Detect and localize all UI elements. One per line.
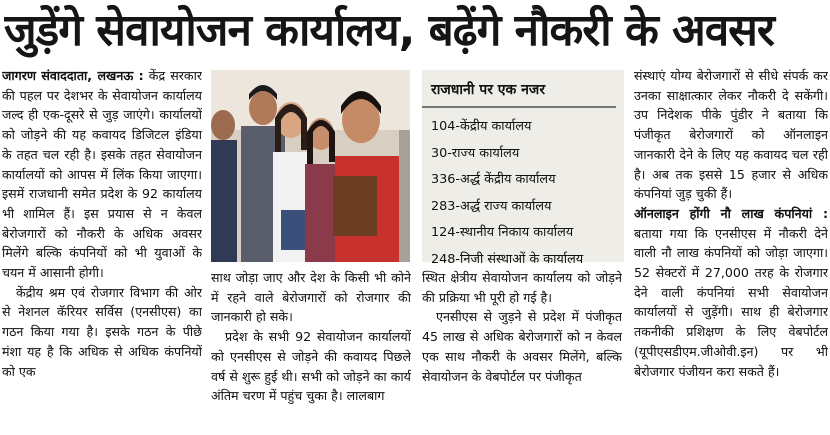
article-column-1 <box>2 66 202 435</box>
paragraph: स्थित क्षेत्रीय सेवायोजन कार्यालय को जोड़ने की प्रक्रिया भी पूरी हो गई है। <box>422 270 622 305</box>
paragraph-text: बताया गया कि एनसीएस में नौकरी देने वाली नौ लाख कंपनियों को जोड़ा जाएगा। 52 सेक्टरों में 27,000 तरह के रोजगार देने वाली कंपनियां सभी सेवायोजन कार्यालयों से जुड़ेंगी। साथ ही बेरोजगार तकनीकी प्रशिक्षण के लिए वेबपोर्टल (यूपीएसडीएम.जीओवी.इन) पर भी बेरोजगार पंजीयन करा सकते हैं। <box>634 225 828 379</box>
dateline: जागरण संवाददाता, लखनऊ : <box>2 68 144 83</box>
fact-item: 248-निजी संस्थाओं के कार्यालय <box>431 251 584 267</box>
article-column-2 <box>211 268 411 435</box>
students-illustration <box>211 70 410 262</box>
paragraph: प्रदेश के सभी 92 सेवायोजन कार्यालयों को एनसीएस से जोड़ने की कवायद पिछले वर्ष से शुरू हुई थी। सभी को जोड़ने का कार्य अंतिम चरण में पहुंच चुका है। लालबाग <box>211 329 411 404</box>
fact-item: 30-राज्य कार्यालय <box>431 145 520 161</box>
paragraph-text: केंद्र सरकार की पहल पर देशभर के सेवायोजन कार्यालय जल्द ही एक-दूसरे से जुड़ जाएंगे। कार्यालयों को जोड़ने की यह कवायद डिजिटल इंडिया के तहत चल रही है। इसके तहत सेवायोजन कार्यालयों को आपस में लिंक किया जाएगा। इसमें राजधानी समेत प्रदेश के 92 कार्यालय भी शामिल हैं। इस प्रयास से न केवल बेरोजगारों को नौकरी के अधिक अवसर मिलेंगे बल्कि कंपनियों को भी युवाओं के चयन में आसानी होगी। <box>2 68 202 281</box>
fact-item: 336-अर्द्ध केंद्रीय कार्यालय <box>431 172 556 187</box>
fact-box <box>422 70 624 267</box>
paragraph: साथ जोड़ा जाए और देश के किसी भी कोने में रहने वाले बेरोजगारों को रोजगार की जानकारी हो सके। <box>211 270 411 325</box>
paragraph: एनसीएस से जुड़ने से प्रदेश में पंजीकृत 45 लाख से अधिक बेरोजगारों को न केवल एक साथ नौकरी के अवसर मिलेंगे, बल्कि सेवायोजन के वेबपोर्टल पर पंजीकृत <box>422 309 622 384</box>
fact-item: 283-अर्द्ध राज्य कार्यालय <box>431 198 552 214</box>
fact-item: 104-केंद्रीय कार्यालय <box>431 119 532 134</box>
students-photo <box>211 70 410 262</box>
fact-item: 124-स्थानीय निकाय कार्यालय <box>431 225 574 240</box>
article-column-3 <box>422 268 622 435</box>
paragraph: संस्थाएं योग्य बेरोजगारों से सीधे संपर्क कर उनका साक्षात्कार लेकर नौकरी दे सकेंगी। उप निदेशक पीके पुंडीर ने बताया कि पंजीकृत बेरोजगारों को ऑनलाइन जानकारी देने के लिए यह कवायद चल रही है। अब तक इससे 15 हजार से अधिक कंपनियां जुड़ चुकी हैं। <box>634 68 828 202</box>
fact-box-list <box>422 108 624 273</box>
paragraph: केंद्रीय श्रम एवं रोजगार विभाग की ओर से नेशनल कॅरियर सर्विस (एनसीएस) का गठन किया गया है। इसके गठन के पीछे मंशा यह है कि अधिक से अधिक कंपनियों को एक <box>2 284 202 379</box>
paragraph <box>634 204 828 381</box>
article-column-4 <box>634 66 828 435</box>
paragraph <box>2 66 202 283</box>
fact-box-title: राजधानी पर एक नजर <box>422 70 616 108</box>
headline: जुड़ेंगे सेवायोजन कार्यालय, बढ़ेंगे नौकरी के अवसर <box>4 5 774 56</box>
subheading: ऑनलाइन होंगी नौ लाख कंपनियां : <box>634 205 828 221</box>
